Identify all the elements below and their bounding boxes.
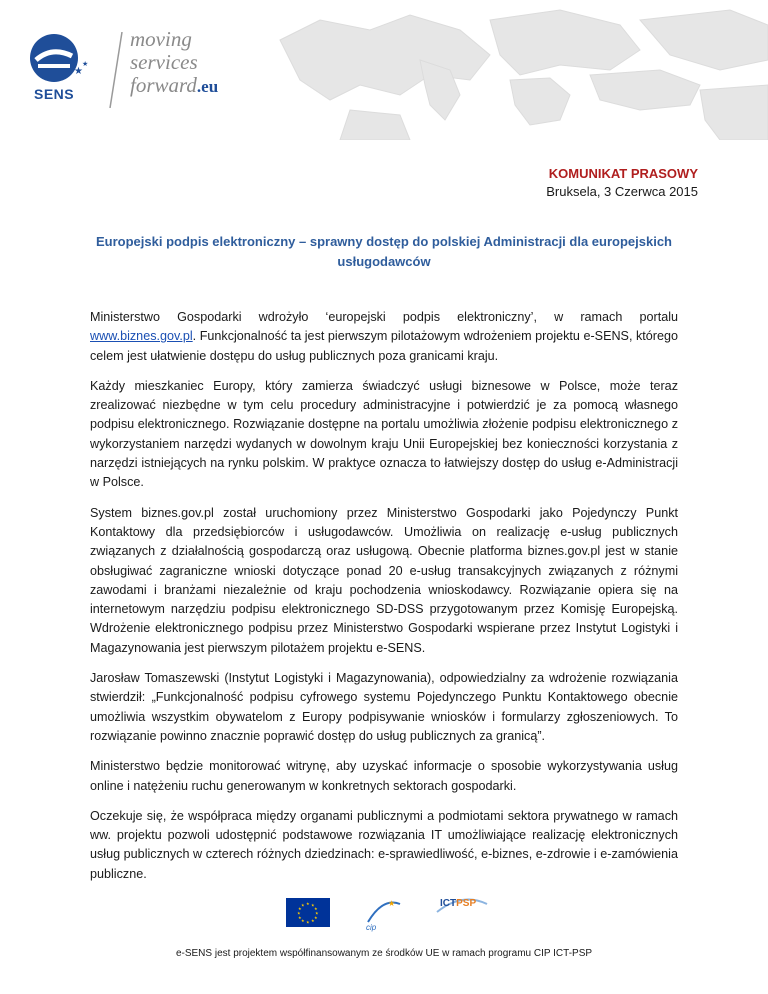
e-sens-logo	[22, 28, 282, 108]
paragraph-6: Oczekuje się, że współpraca między organami publicznymi a podmiotami sektora prywatnego w ramach ww. projektu pozwoli udostępnić podstawowe rozwiązania IT umożliwiające realizację elektronicznych usług publicznych w czterech różnych dziedzinach: e-sprawiedliwość, e-biznes, e-zdrowie i e-zamówienia publiczne.	[90, 808, 678, 881]
headline: Europejski podpis elektroniczny – sprawny dostęp do polskiej Administracji dla europejskich usługodawców	[96, 234, 672, 269]
cip-label: cip	[366, 923, 377, 932]
svg-text:★: ★	[314, 915, 318, 920]
svg-text:★: ★	[311, 918, 315, 923]
paragraph-2: Każdy mieszkaniec Europy, który zamierza świadczyć usługi biznesowe w Polsce, może teraz zrealizować niezbędne w tym celu procedury administracyjne i potwierdzić je za pomocą własnego podpisu elektronicznego. Rozwiązanie dostępne na portalu umożliwia złożenie podpisu elektronicznego z wykorzystaniem narzędzi wydanych w dowolnym kraju Unii Europejskiej bez konieczności korzystania z narzędzi istniejących na rynku polskim. W praktyce oznacza to łatwiejszy dostęp do usług e-Administracji w Polsce.	[90, 378, 678, 490]
svg-text:★: ★	[82, 61, 89, 68]
e-sens-emblem-icon	[22, 28, 102, 90]
svg-text:★: ★	[301, 902, 305, 908]
footer-funding-note: e-SENS jest projektem współfinansowanym ze środków UE w ramach programu CIP ICT-PSP	[175, 948, 593, 959]
svg-text:★: ★	[314, 906, 318, 911]
tagline-line-3	[130, 74, 218, 98]
logo-tagline	[130, 28, 218, 98]
paragraph-4: Jarosław Tomaszewski (Instytut Logistyki i Magazynowania), odpowiedzialny za wdrożenie rozwiązania stwierdził: „Funkcjonalność podpisu cyfrowego systemu Pojedynczego Punktu Kontaktowego obecnie umożliwia wszystkim obywatelom z Europy podpisywanie wniosków i formularzy zgłoszeniowych. To rozwiązanie powinno znacznie poprawić dostęp do usług publicznych za granicą”.	[90, 671, 678, 743]
tagline-suffix: .eu	[196, 77, 219, 96]
svg-text:★: ★	[298, 915, 302, 920]
logo-divider	[108, 32, 124, 108]
press-release-date: Bruksela, 3 Czerwca 2015	[546, 184, 698, 199]
svg-text:★: ★	[315, 910, 319, 916]
svg-text:★: ★	[306, 901, 310, 906]
logo-brand-text: SENS	[34, 86, 75, 102]
svg-text:★: ★	[298, 906, 302, 911]
psp-label: PSP	[456, 898, 477, 909]
paragraph-3: System biznes.gov.pl został uruchomiony przez Ministerstwo Gospodarki jako Pojedynczy Punkt Kontaktowy dla przedsiębiorców i usługodawców. Umożliwia on realizację e-usług publicznych związanych z działalnością gospodarczą oraz usługową. Obecnie platforma biznes.gov.pl jest w stanie obsługiwać zagraniczne wnioski dotyczące ponad 20 e-usług transakcyjnych związanych z różnymi zawodami i branżami niezależnie od kraju pochodzenia wnioskodawcy. Rozwiązanie opiera się na internetowym narzędziu podpisu elektronicznego SD-DSS przygotowanym przez Komisję Europejską. Wdrożenie elektronicznego podpisu przez Ministerstwo Gospodarki wspierane przez Instytut Logistyki i Magazynowania jest pierwszym pilotażem projektu e-SENS.	[90, 505, 678, 655]
ict-label: ICT	[440, 898, 457, 909]
svg-text:★: ★	[388, 899, 396, 908]
paragraph-1-end: . Funkcjonalność ta jest pierwszym pilotażowym wdrożeniem projektu e-SENS, którego celem jest ułatwienie dostępu do usług publicznych poza granicami kraju.	[90, 329, 678, 363]
europe-map-graphic	[260, 0, 768, 140]
svg-text:★: ★	[301, 918, 305, 923]
cip-logo-icon	[358, 892, 408, 932]
press-release-label: KOMUNIKAT PRASOWY	[548, 166, 698, 181]
biznes-gov-link[interactable]: www.biznes.gov.pl	[90, 329, 193, 344]
ict-psp-text	[440, 898, 476, 909]
tagline-line-2: services	[130, 50, 198, 74]
article-body	[90, 308, 678, 895]
paragraph-1	[90, 308, 678, 366]
svg-text:★: ★	[297, 910, 301, 916]
svg-text:★: ★	[306, 919, 310, 925]
svg-text:★: ★	[74, 66, 83, 77]
paragraph-5: Ministerstwo będzie monitorować witrynę, aby uzyskać informacje o sposobie wykorzystywania usług online i natężeniu ruchu generowanym w konkretnych sektorach gospodarki.	[90, 759, 678, 793]
paragraph-1-start: Ministerstwo Gospodarki wdrożyło ‘europejski podpis elektroniczny’, w ramach portalu	[90, 310, 678, 324]
svg-text:★: ★	[311, 902, 315, 908]
ict-psp-logo	[432, 892, 492, 932]
tagline-line-1: moving	[130, 27, 192, 51]
eu-flag-icon	[286, 898, 330, 927]
footer-logos	[0, 892, 768, 936]
tagline-forward: forward	[130, 73, 197, 97]
